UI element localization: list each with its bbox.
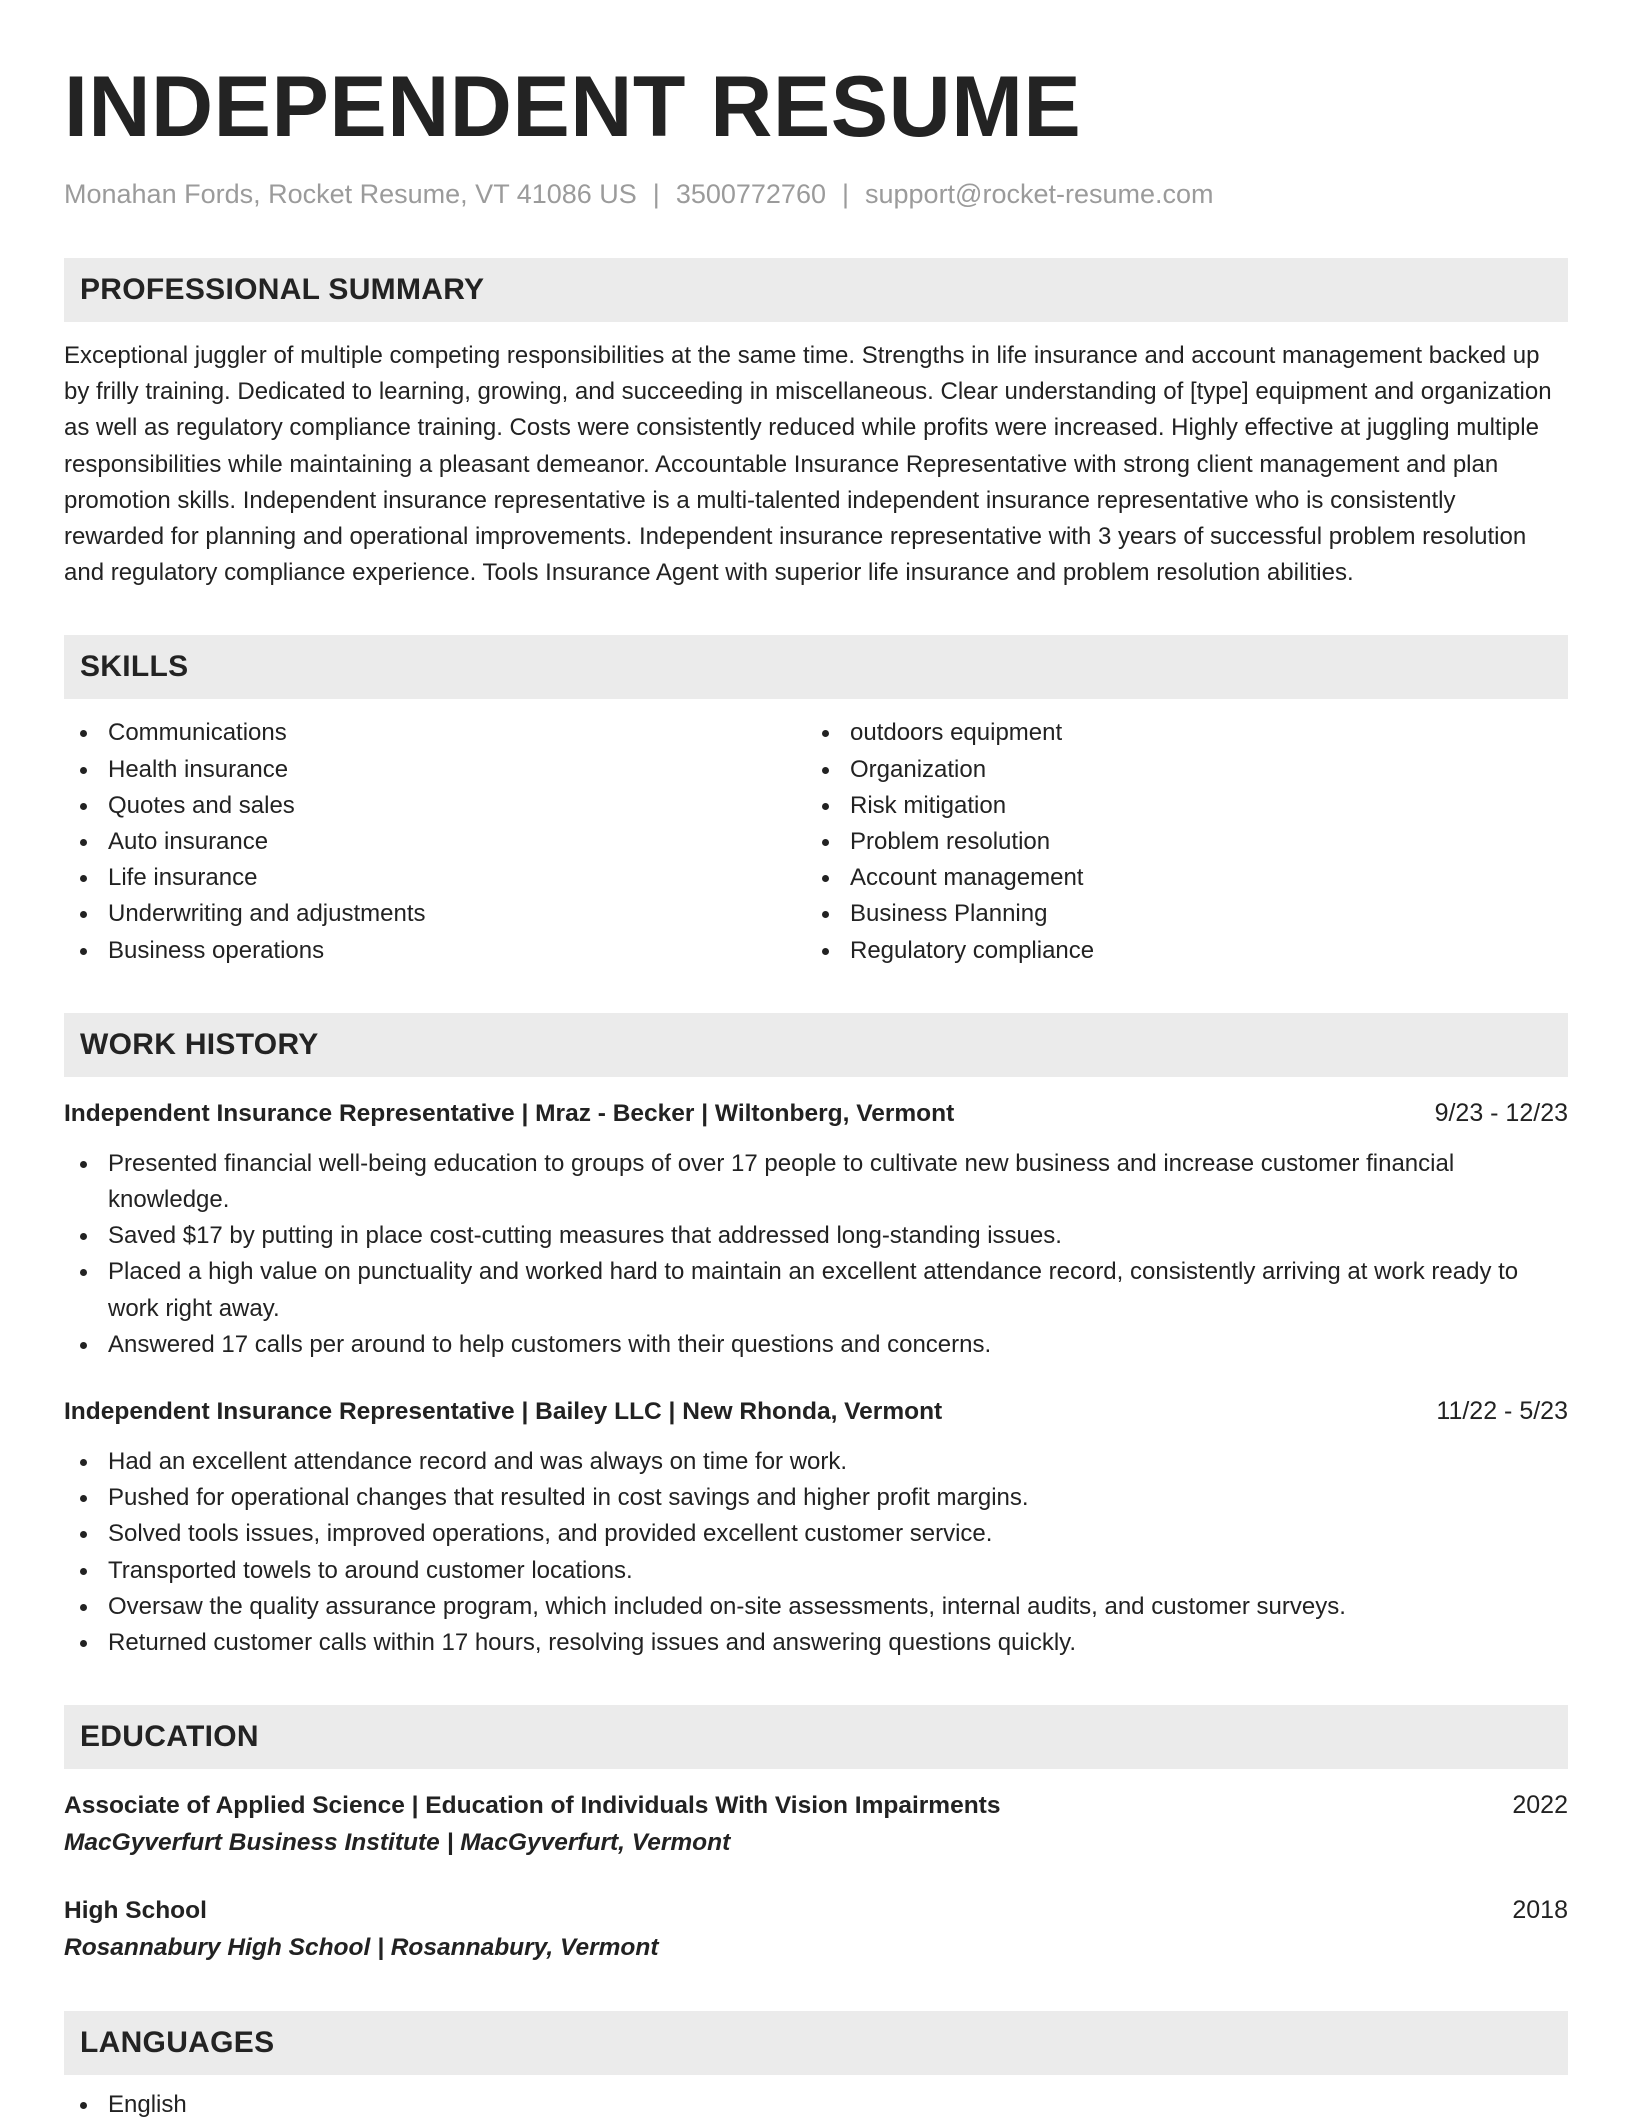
education-degree: High School	[64, 1897, 207, 1925]
summary-heading: PROFESSIONAL SUMMARY	[64, 258, 1568, 322]
languages-heading: LANGUAGES	[64, 2011, 1568, 2075]
skill-item: Business operations	[64, 933, 806, 969]
job-bullet: Pushed for operational changes that resulted in cost savings and higher profit margins.	[64, 1480, 1568, 1516]
languages-bullets	[64, 2087, 1568, 2123]
education-year: 2018	[1512, 1896, 1568, 1925]
education-heading: EDUCATION	[64, 1705, 1568, 1769]
job-bullet: Presented financial well-being education to groups of over 17 people to cultivate new business and increase customer financial knowledge.	[64, 1146, 1568, 1218]
resume-name: INDEPENDENT RESUME	[64, 59, 1082, 155]
skill-item: Regulatory compliance	[806, 933, 1548, 969]
skill-item: Problem resolution	[806, 824, 1548, 860]
skill-item: Account management	[806, 860, 1548, 896]
skill-item: Quotes and sales	[64, 788, 806, 824]
job-bullet: Oversaw the quality assurance program, which included on-site assessments, internal audits, and customer surveys.	[64, 1589, 1568, 1625]
education-entry	[64, 1892, 1568, 1967]
skill-item: Life insurance	[64, 860, 806, 896]
skill-item: Auto insurance	[64, 824, 806, 860]
job-bullet: Saved $17 by putting in place cost-cutting measures that addressed long-standing issues.	[64, 1218, 1568, 1254]
job-bullet: Answered 17 calls per around to help customers with their questions and concerns.	[64, 1327, 1568, 1363]
job-bullets	[64, 1146, 1568, 1363]
skill-item: Organization	[806, 752, 1548, 788]
job-bullet: Had an excellent attendance record and was always on time for work.	[64, 1444, 1568, 1480]
skills-list	[64, 715, 1568, 968]
job-bullet: Returned customer calls within 17 hours, resolving issues and answering questions quickly.	[64, 1625, 1568, 1661]
contact-line	[64, 174, 1568, 214]
skill-item: Business Planning	[806, 896, 1548, 932]
skill-item: Underwriting and adjustments	[64, 896, 806, 932]
contact-email: support@rocket-resume.com	[865, 179, 1214, 209]
job-title: Independent Insurance Representative | Mraz - Becker | Wiltonberg, Vermont	[64, 1099, 955, 1127]
contact-separator: |	[841, 179, 849, 209]
skill-item: outdoors equipment	[806, 715, 1548, 751]
skill-item: Communications	[64, 715, 806, 751]
job-bullets	[64, 1444, 1568, 1661]
education-header	[64, 1787, 1568, 1824]
job-entry	[64, 1393, 1568, 1661]
education-entry	[64, 1787, 1568, 1862]
skills-heading: SKILLS	[64, 635, 1568, 699]
summary-text: Exceptional juggler of multiple competing responsibilities at the same time. Strengths in life insurance and account management backed up by frilly training. Dedicated to learning, growing, and succeeding in miscellaneous. Clear understanding of [type] equipment and organization as well as regulatory compliance training. Costs were consistently reduced while profits were increased. Highly effective at juggling multiple responsibilities while maintaining a pleasant demeanor. Accountable Insurance Representative with strong client management and plan promotion skills. Independent insurance representative is a multi-talented independent insurance representative who is consistently rewarded for planning and operational improvements. Independent insurance representative with 3 years of successful problem resolution and regulatory compliance experience. Tools Insurance Agent with superior life insurance and problem resolution abilities.	[64, 342, 1552, 587]
skill-item: Health insurance	[64, 752, 806, 788]
education-school: Rosannabury High School | Rosannabury, Vermont	[64, 1934, 659, 1962]
job-dates: 11/22 - 5/23	[1436, 1397, 1568, 1426]
job-bullet: Transported towels to around customer locations.	[64, 1553, 1568, 1589]
education-header	[64, 1892, 1568, 1929]
skills-column-left	[64, 715, 806, 968]
job-dates: 9/23 - 12/23	[1434, 1098, 1568, 1127]
education-degree: Associate of Applied Science | Education of Individuals With Vision Impairments	[64, 1792, 1001, 1820]
education-year: 2022	[1512, 1791, 1568, 1820]
work-history-heading: WORK HISTORY	[64, 1013, 1568, 1077]
skill-item: Risk mitigation	[806, 788, 1548, 824]
job-header	[64, 1393, 1568, 1430]
contact-address: Monahan Fords, Rocket Resume, VT 41086 US	[64, 179, 637, 209]
job-bullet: Solved tools issues, improved operations, and provided excellent customer service.	[64, 1516, 1568, 1552]
education-school: MacGyverfurt Business Institute | MacGyverfurt, Vermont	[64, 1829, 731, 1857]
job-bullet: Placed a high value on punctuality and worked hard to maintain an excellent attendance record, consistently arriving at work ready to work right away.	[64, 1254, 1568, 1326]
language-item: English	[64, 2087, 1568, 2123]
job-header	[64, 1095, 1568, 1132]
job-title: Independent Insurance Representative | Bailey LLC | New Rhonda, Vermont	[64, 1398, 943, 1426]
contact-separator: |	[652, 179, 660, 209]
job-entry	[64, 1095, 1568, 1363]
languages-list	[64, 2087, 1568, 2123]
contact-phone: 3500772760	[675, 179, 826, 209]
skills-column-right	[806, 715, 1548, 968]
